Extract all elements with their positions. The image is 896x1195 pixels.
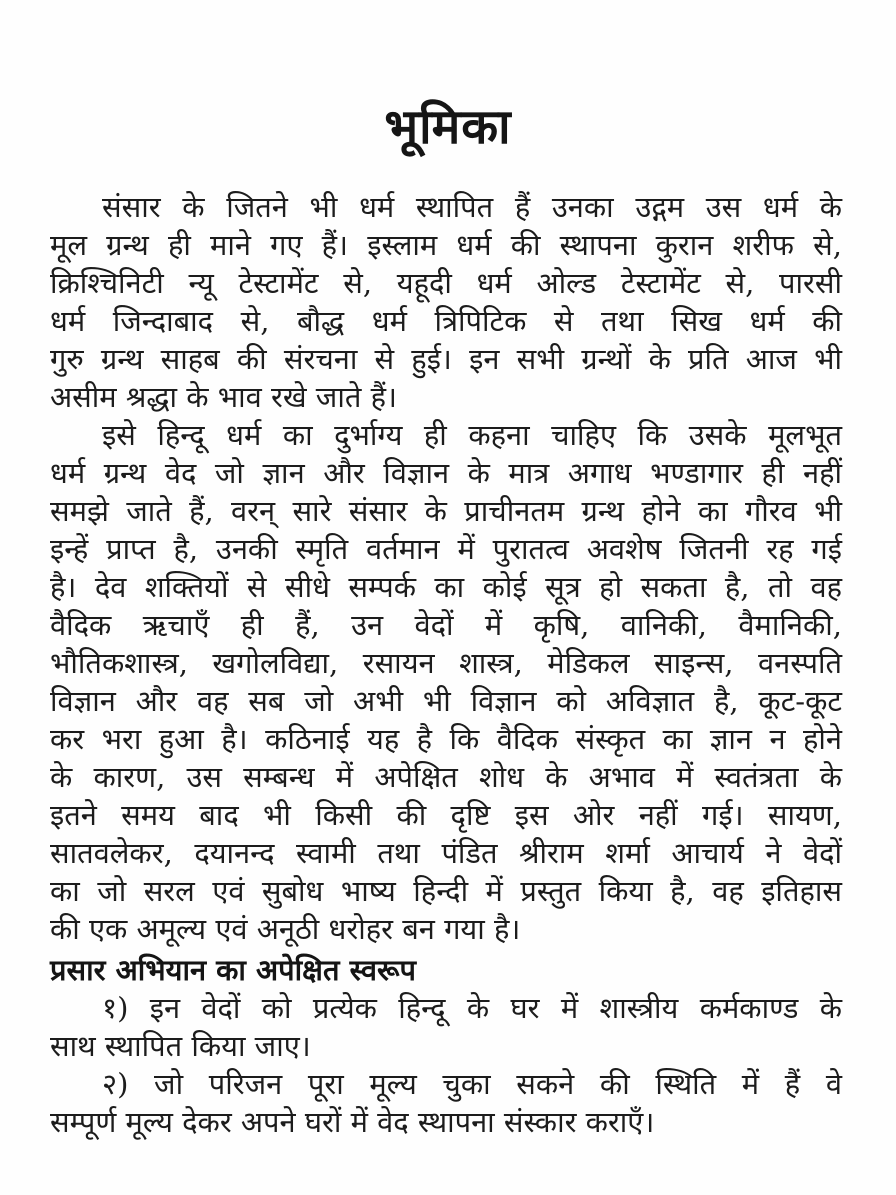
text-line: समझे जाते हैं, वरन् सारे संसार के प्राचीनतम ग्रन्थ होने का गौरव भी [50, 494, 842, 528]
text-line: विज्ञान और वह सब जो अभी भी विज्ञान को अविज्ञात है, कूट-कूट [50, 684, 842, 718]
text-line: कर भरा हुआ है। कठिनाई यह है कि वैदिक संस्कृत का ज्ञान न होने [50, 722, 842, 756]
text-line: क्रिश्चिनिटी न्यू टेस्टामेंट से, यहूदी धर्म ओल्ड टेस्टामेंट से, पारसी [50, 266, 842, 300]
text-line: की एक अमूल्य एवं अनूठी धरोहर बन गया है। [50, 912, 521, 946]
text-line: इसे हिन्दू धर्म का दुर्भाग्य ही कहना चाहिए कि उसके मूलभूत [102, 418, 842, 452]
text-line: वैदिक ऋचाएँ ही हैं, उन वेदों में कृषि, वानिकी, वैमानिकी, [50, 608, 842, 642]
text-line: २) जो परिजन पूरा मूल्य चुका सकने की स्थिति में हैं वे [102, 1067, 842, 1101]
text-line: सातवलेकर, दयानन्द स्वामी तथा पंडित श्रीराम शर्मा आचार्य ने वेदों [50, 836, 842, 870]
text-line: असीम श्रद्धा के भाव रखे जाते हैं। [50, 380, 397, 414]
page-content [50, 188, 842, 1141]
text-line: के कारण, उस सम्बन्ध में अपेक्षित शोध के अभाव में स्वतंत्रता के [50, 760, 842, 794]
text-line: साथ स्थापित किया जाए। [50, 1029, 311, 1063]
text-line: भौतिकशास्त्र, खगोलविद्या, रसायन शास्त्र, मेडिकल साइन्स, वनस्पति [50, 646, 842, 680]
text-line: है। देव शक्तियों से सीधे सम्पर्क का कोई सूत्र हो सकता है, तो वह [50, 570, 842, 604]
text-line: का जो सरल एवं सुबोध भाष्य हिन्दी में प्रस्तुत किया है, वह इतिहास [50, 874, 842, 908]
paragraph-2 [50, 416, 842, 948]
text-line: संसार के जितने भी धर्म स्थापित हैं उनका उद्गम उस धर्म के [102, 190, 842, 224]
text-line: मूल ग्रन्थ ही माने गए हैं। इस्लाम धर्म की स्थापना कुरान शरीफ से, [50, 228, 842, 262]
text-line: इन्हें प्राप्त है, उनकी स्मृति वर्तमान में पुरातत्व अवशेष जितनी रह गई [50, 532, 842, 566]
text-line: १) इन वेदों को प्रत्येक हिन्दू के घर में शास्त्रीय कर्मकाण्ड के [102, 991, 842, 1025]
text-line: गुरु ग्रन्थ साहब की संरचना से हुई। इन सभी ग्रन्थों के प्रति आज भी [50, 342, 842, 376]
list-item-1 [50, 989, 842, 1065]
page-title: भूमिका [384, 99, 512, 155]
list-item-2 [50, 1065, 842, 1141]
section-heading: प्रसार अभियान का अपेक्षित स्वरूप [50, 953, 416, 987]
paragraph-1 [50, 188, 842, 416]
text-line: इतने समय बाद भी किसी की दृष्टि इस ओर नहीं गई। सायण, [50, 798, 842, 832]
text-line: धर्म जिन्दाबाद से, बौद्ध धर्म त्रिपिटिक से तथा सिख धर्म की [50, 304, 842, 338]
text-line: सम्पूर्ण मूल्य देकर अपने घरों में वेद स्थापना संस्कार कराएँ। [50, 1105, 655, 1139]
text-line: धर्म ग्रन्थ वेद जो ज्ञान और विज्ञान के मात्र अगाध भण्डागार ही नहीं [50, 456, 842, 490]
